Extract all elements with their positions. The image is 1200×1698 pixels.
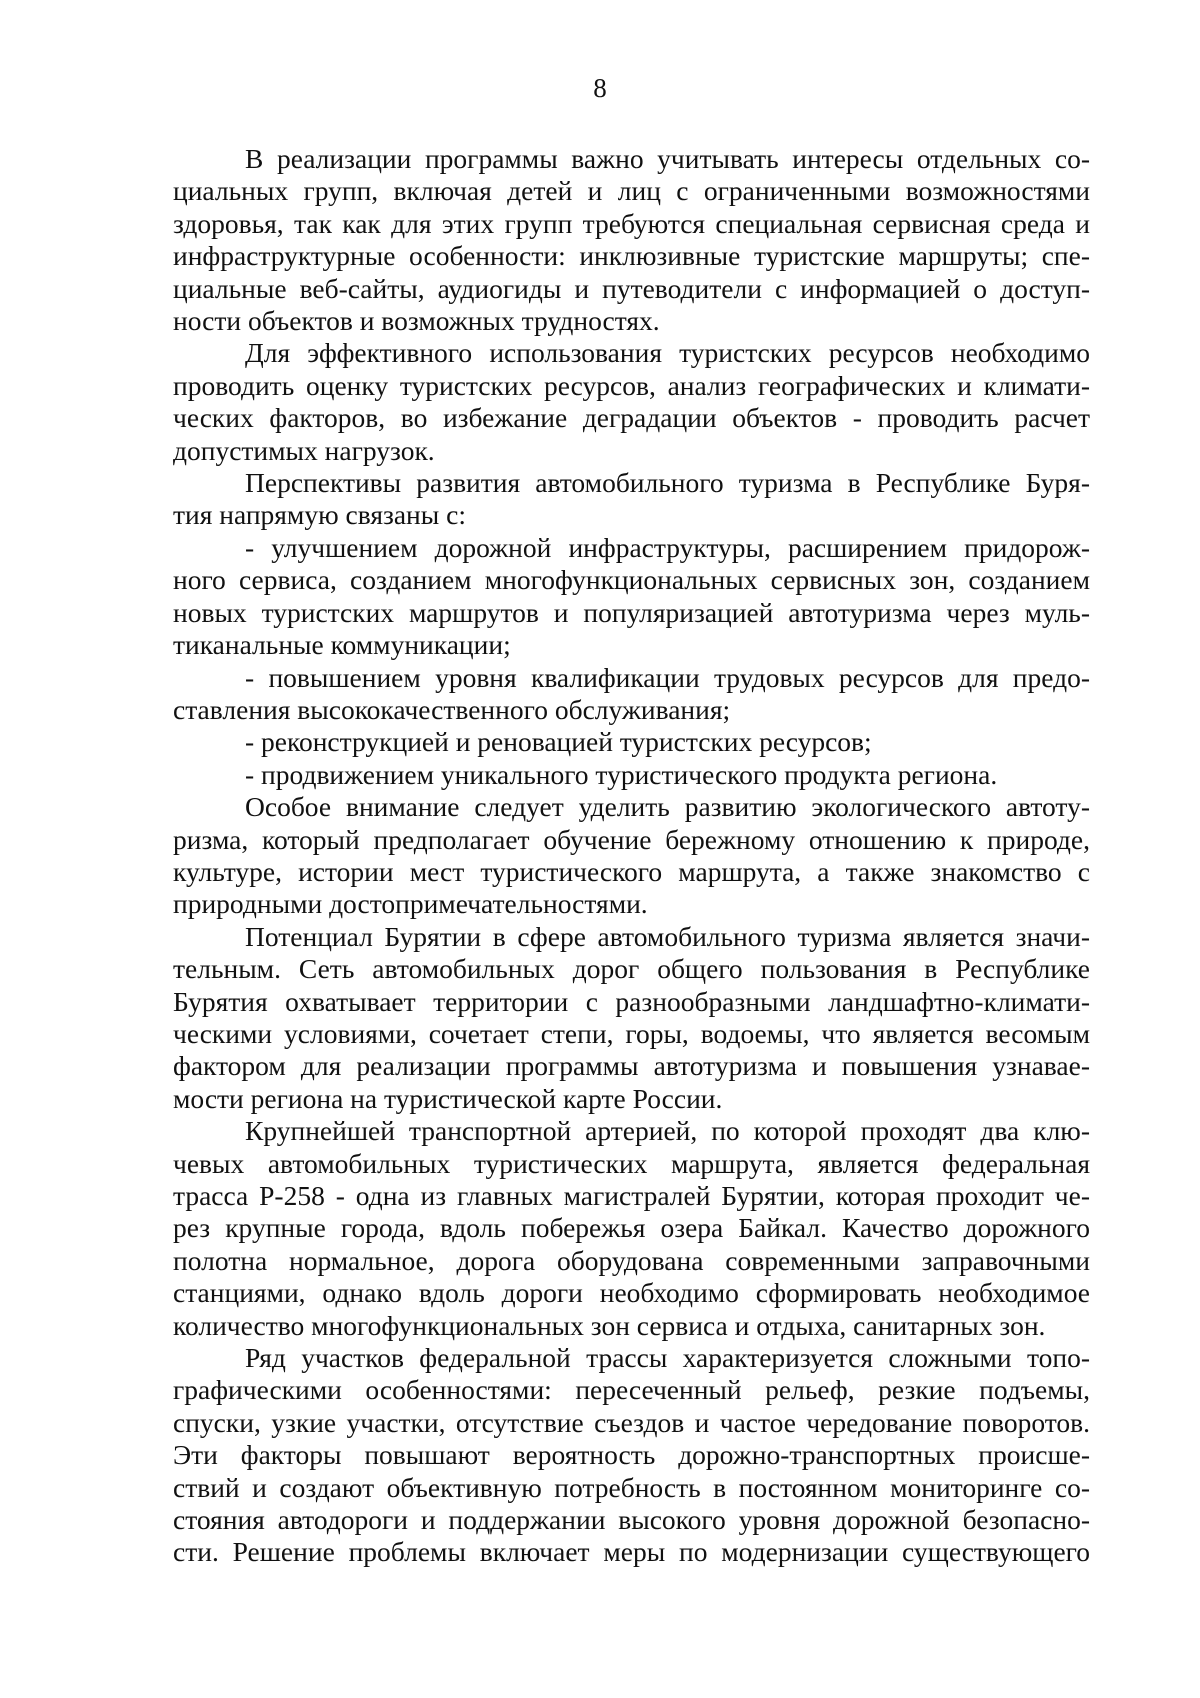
paragraph: [173, 1115, 1090, 1342]
paragraph: [173, 143, 1090, 337]
text-line: циальные веб-сайты, аудиогиды и путеводители с информацией о доступ-: [173, 272, 1090, 304]
text-line: спуски, узкие участки, отсутствие съездов и частое чередование поворотов.: [173, 1406, 1090, 1438]
paragraph: [173, 791, 1090, 921]
text-line: Ряд участков федеральной трассы характеризуется сложными топо-: [245, 1342, 1090, 1374]
text-line: Для эффективного использования туристских ресурсов необходимо: [245, 337, 1090, 369]
text-line: ного сервиса, созданием многофункциональных сервисных зон, созданием: [173, 564, 1090, 596]
text-line: станциями, однако вдоль дороги необходимо сформировать необходимое: [173, 1277, 1090, 1309]
text-line: Крупнейшей транспортной артерией, по которой проходят два клю-: [245, 1115, 1090, 1147]
text-line: - продвижением уникального туристического продукта региона.: [245, 758, 998, 790]
paragraph: [173, 1342, 1090, 1569]
text-line: ставления высококачественного обслуживания;: [173, 693, 731, 725]
text-line: Потенциал Бурятии в сфере автомобильного туризма является значи-: [245, 920, 1090, 952]
paragraph: [173, 759, 1090, 791]
text-line: природными достопримечательностями.: [173, 888, 648, 920]
page-number: 8: [593, 73, 607, 103]
paragraph: [173, 662, 1090, 727]
text-line: ческих факторов, во избежание деградации объектов - проводить расчет: [173, 402, 1090, 434]
text-line: чевых автомобильных туристических маршрута, является федеральная: [173, 1147, 1090, 1179]
paragraph: [173, 337, 1090, 467]
text-line: - повышением уровня квалификации трудовых ресурсов для предо-: [245, 661, 1090, 693]
text-line: - улучшением дорожной инфраструктуры, расширением придорож-: [245, 531, 1090, 563]
text-line: Эти факторы повышают вероятность дорожно-транспортных происше-: [173, 1439, 1090, 1471]
paragraph: [173, 532, 1090, 662]
text-line: новых туристских маршрутов и популяризацией автотуризма через муль-: [173, 596, 1090, 628]
text-line: циальных групп, включая детей и лиц с ограниченными возможностями: [173, 175, 1090, 207]
text-line: Перспективы развития автомобильного туризма в Республике Буря-: [245, 467, 1090, 499]
text-line: инфраструктурные особенности: инклюзивные туристские маршруты; спе-: [173, 240, 1090, 272]
text-line: тия напрямую связаны с:: [173, 499, 466, 531]
text-line: тельным. Сеть автомобильных дорог общего пользования в Республике: [173, 953, 1090, 985]
text-line: количество многофункциональных зон сервиса и отдыха, санитарных зон.: [173, 1309, 1046, 1341]
text-line: сти. Решение проблемы включает меры по модернизации существующего: [173, 1536, 1090, 1568]
text-line: допустимых нагрузок.: [173, 434, 435, 466]
text-line: - реконструкцией и реновацией туристских ресурсов;: [245, 726, 872, 758]
text-line: стояния автодороги и поддержании высокого уровня дорожной безопасно-: [173, 1504, 1090, 1536]
text-line: графическими особенностями: пересеченный рельеф, резкие подъемы,: [173, 1374, 1090, 1406]
text-line: трасса Р-258 - одна из главных магистралей Бурятии, которая проходит че-: [173, 1180, 1090, 1211]
text-line: мости региона на туристической карте России.: [173, 1082, 723, 1114]
text-line: В реализации программы важно учитывать интересы отдельных со-: [245, 143, 1090, 174]
text-line: фактором для реализации программы автотуризма и повышения узнавае-: [173, 1050, 1090, 1082]
text-line: тиканальные коммуникации;: [173, 629, 511, 661]
paragraph: [173, 467, 1090, 532]
text-line: ческими условиями, сочетает степи, горы, водоемы, что является весомым: [173, 1017, 1090, 1049]
text-line: ствий и создают объективную потребность в постоянном мониторинге со-: [173, 1471, 1090, 1503]
text-line: культуре, истории мест туристического маршрута, а также знакомство с: [173, 855, 1090, 887]
text-line: Бурятия охватывает территории с разнообразными ландшафтно-климати-: [173, 985, 1090, 1017]
body-text: [173, 143, 1090, 1569]
paragraph: [173, 726, 1090, 758]
text-line: ризма, который предполагает обучение бережному отношению к природе,: [173, 823, 1090, 855]
paragraph: [173, 921, 1090, 1115]
text-line: ности объектов и возможных трудностях.: [173, 305, 660, 337]
text-line: полотна нормальное, дорога оборудована современными заправочными: [173, 1244, 1090, 1276]
text-line: здоровья, так как для этих групп требуются специальная сервисная среда и: [173, 207, 1090, 239]
text-line: проводить оценку туристских ресурсов, анализ географических и климати-: [173, 369, 1090, 401]
text-line: рез крупные города, вдоль побережья озера Байкал. Качество дорожного: [173, 1212, 1090, 1244]
text-line: Особое внимание следует уделить развитию экологического автоту-: [245, 791, 1090, 823]
